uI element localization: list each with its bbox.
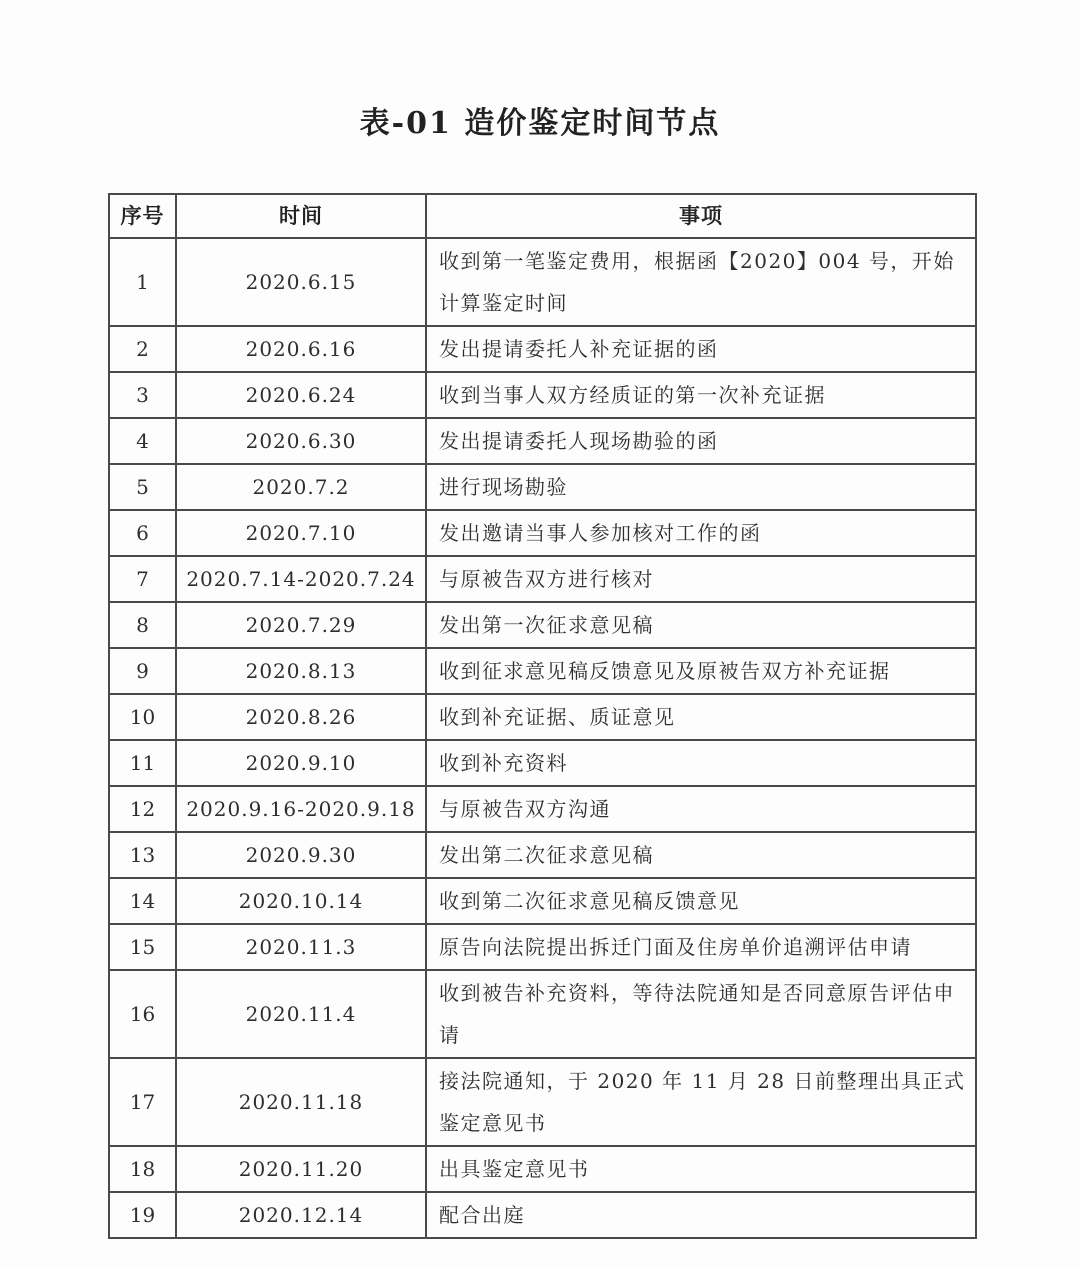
row-index-cell: 14 — [109, 878, 176, 924]
row-event-cell: 收到补充资料 — [426, 740, 976, 786]
table-row — [109, 1146, 976, 1192]
table-row — [109, 556, 976, 602]
table-row — [109, 326, 976, 372]
row-index-cell: 1 — [109, 238, 176, 326]
row-index-cell: 18 — [109, 1146, 176, 1192]
row-event-cell: 发出提请委托人现场勘验的函 — [426, 418, 976, 464]
column-header-time: 时间 — [176, 194, 426, 238]
table-row — [109, 372, 976, 418]
table-row — [109, 878, 976, 924]
row-time-cell: 2020.6.15 — [176, 238, 426, 326]
table-row — [109, 464, 976, 510]
row-time-cell: 2020.9.16-2020.9.18 — [176, 786, 426, 832]
row-event-cell: 与原被告双方进行核对 — [426, 556, 976, 602]
row-event-cell: 发出第二次征求意见稿 — [426, 832, 976, 878]
page-title: 表-01 造价鉴定时间节点 — [359, 106, 721, 141]
column-header-index: 序号 — [109, 194, 176, 238]
table-row — [109, 238, 976, 326]
table-row — [109, 510, 976, 556]
row-index-cell: 15 — [109, 924, 176, 970]
row-index-cell: 5 — [109, 464, 176, 510]
table-row — [109, 1192, 976, 1238]
row-index-cell: 3 — [109, 372, 176, 418]
row-event-cell: 与原被告双方沟通 — [426, 786, 976, 832]
row-event-cell: 配合出庭 — [426, 1192, 976, 1238]
row-time-cell: 2020.10.14 — [176, 878, 426, 924]
row-index-cell: 2 — [109, 326, 176, 372]
row-time-cell: 2020.11.3 — [176, 924, 426, 970]
row-time-cell: 2020.12.14 — [176, 1192, 426, 1238]
row-event-cell: 收到补充证据、质证意见 — [426, 694, 976, 740]
row-index-cell: 11 — [109, 740, 176, 786]
table-row — [109, 832, 976, 878]
table-row — [109, 418, 976, 464]
row-index-cell: 16 — [109, 970, 176, 1058]
row-time-cell: 2020.6.24 — [176, 372, 426, 418]
row-time-cell: 2020.6.30 — [176, 418, 426, 464]
row-index-cell: 8 — [109, 602, 176, 648]
row-index-cell: 9 — [109, 648, 176, 694]
row-time-cell: 2020.7.29 — [176, 602, 426, 648]
row-index-cell: 13 — [109, 832, 176, 878]
row-index-cell: 17 — [109, 1058, 176, 1146]
table-row — [109, 648, 976, 694]
table-row — [109, 970, 976, 1058]
row-time-cell: 2020.9.30 — [176, 832, 426, 878]
table-row — [109, 602, 976, 648]
row-event-cell: 接法院通知，于 2020 年 11 月 28 日前整理出具正式鉴定意见书 — [426, 1058, 976, 1146]
table-row — [109, 786, 976, 832]
row-time-cell: 2020.11.18 — [176, 1058, 426, 1146]
row-event-cell: 出具鉴定意见书 — [426, 1146, 976, 1192]
table-header-row — [109, 194, 976, 238]
row-event-cell: 收到被告补充资料，等待法院通知是否同意原告评估申请 — [426, 970, 976, 1058]
row-event-cell: 收到第二次征求意见稿反馈意见 — [426, 878, 976, 924]
table-row — [109, 1058, 976, 1146]
row-time-cell: 2020.8.26 — [176, 694, 426, 740]
row-time-cell: 2020.7.10 — [176, 510, 426, 556]
row-time-cell: 2020.6.16 — [176, 326, 426, 372]
row-index-cell: 19 — [109, 1192, 176, 1238]
row-event-cell: 原告向法院提出拆迁门面及住房单价追溯评估申请 — [426, 924, 976, 970]
row-index-cell: 10 — [109, 694, 176, 740]
row-time-cell: 2020.11.4 — [176, 970, 426, 1058]
row-event-cell: 收到第一笔鉴定费用，根据函【2020】004 号，开始计算鉴定时间 — [426, 238, 976, 326]
table-row — [109, 694, 976, 740]
row-event-cell: 进行现场勘验 — [426, 464, 976, 510]
timeline-table — [108, 193, 977, 1239]
row-index-cell: 4 — [109, 418, 176, 464]
row-time-cell: 2020.7.14-2020.7.24 — [176, 556, 426, 602]
row-event-cell: 收到当事人双方经质证的第一次补充证据 — [426, 372, 976, 418]
row-time-cell: 2020.7.2 — [176, 464, 426, 510]
row-event-cell: 发出第一次征求意见稿 — [426, 602, 976, 648]
row-event-cell: 收到征求意见稿反馈意见及原被告双方补充证据 — [426, 648, 976, 694]
row-time-cell: 2020.8.13 — [176, 648, 426, 694]
row-index-cell: 7 — [109, 556, 176, 602]
table-row — [109, 924, 976, 970]
table-row — [109, 740, 976, 786]
column-header-event: 事项 — [426, 194, 976, 238]
row-index-cell: 6 — [109, 510, 176, 556]
row-event-cell: 发出提请委托人补充证据的函 — [426, 326, 976, 372]
row-time-cell: 2020.11.20 — [176, 1146, 426, 1192]
row-index-cell: 12 — [109, 786, 176, 832]
row-time-cell: 2020.9.10 — [176, 740, 426, 786]
row-event-cell: 发出邀请当事人参加核对工作的函 — [426, 510, 976, 556]
